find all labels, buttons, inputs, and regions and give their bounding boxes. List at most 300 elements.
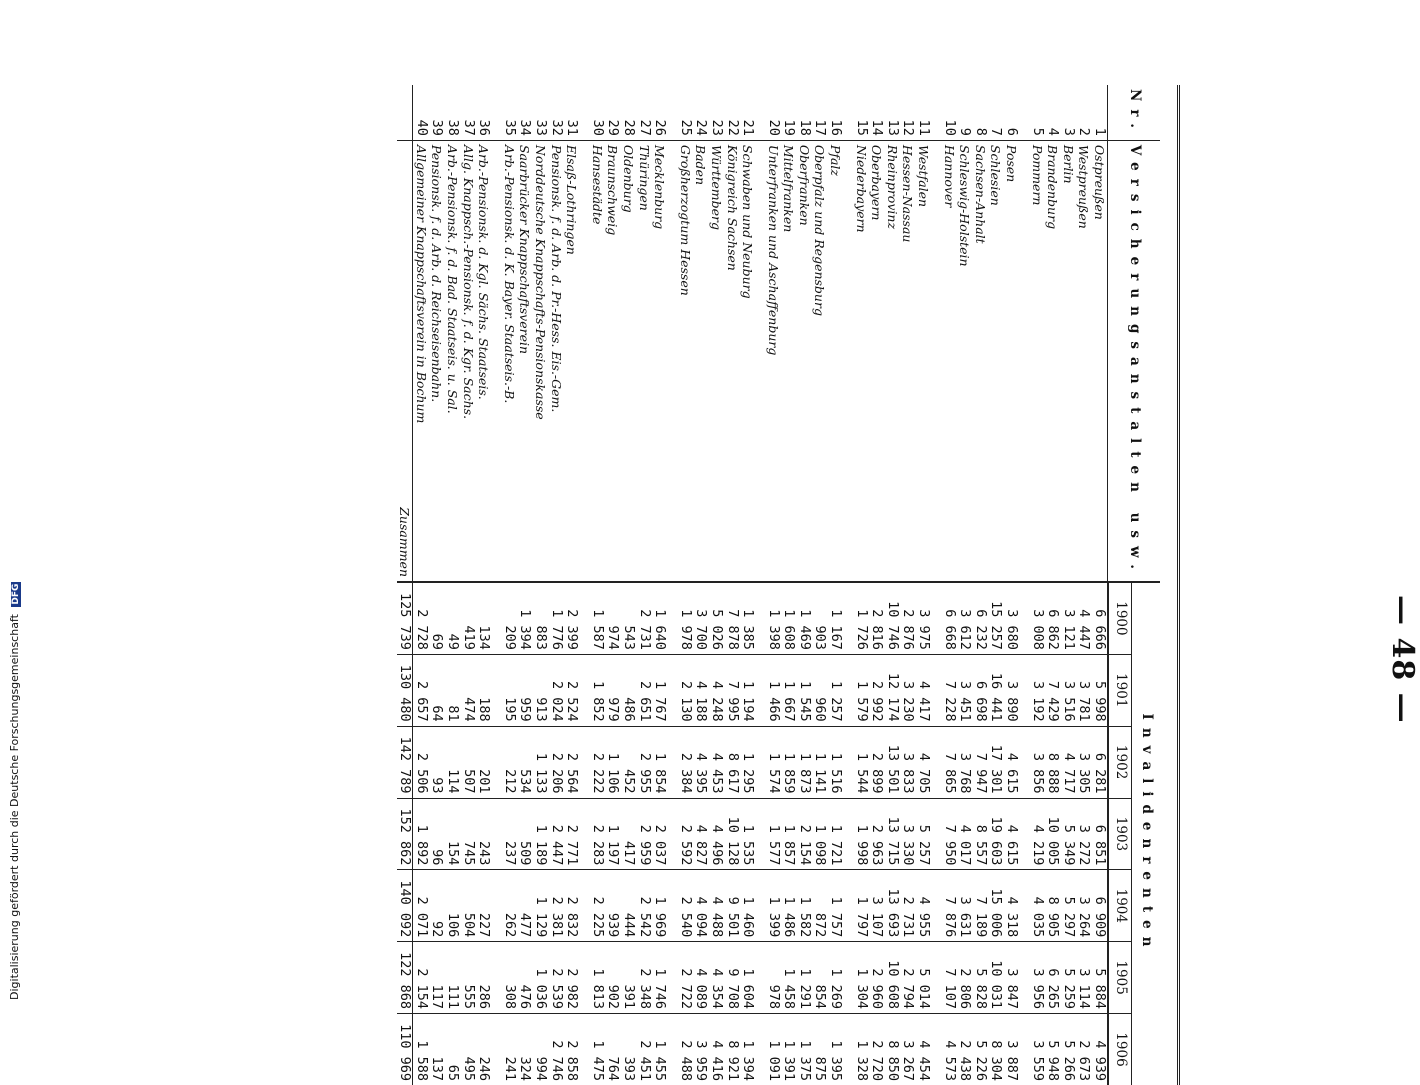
pension-count-cell: 1 455 — [652, 1014, 668, 1085]
pension-count-cell: 201 — [476, 726, 492, 798]
pension-count-cell: 504 — [460, 870, 476, 942]
pension-count-cell: 507 — [460, 726, 476, 798]
pension-count-cell: 4 615 — [1003, 798, 1019, 870]
pension-count-cell: 4 416 — [708, 1014, 724, 1085]
column-header-year: 1900 — [1108, 582, 1132, 654]
pension-count-cell: 5 014 — [915, 942, 931, 1014]
table-row — [812, 85, 828, 1085]
table-row — [429, 85, 445, 1085]
pension-count-cell: 3 330 — [900, 798, 916, 870]
pension-count-cell: 391 — [620, 942, 636, 1014]
pension-count-cell: 1 257 — [828, 654, 844, 726]
row-number: 28 — [620, 85, 636, 140]
pension-count-cell: 4 318 — [1003, 870, 1019, 942]
pension-count-cell: 1 269 — [828, 942, 844, 1014]
pension-count-cell: 2 399 — [564, 582, 580, 654]
pension-count-cell: 2 858 — [564, 1014, 580, 1085]
pension-count-cell: 106 — [444, 870, 460, 942]
pension-count-cell: 1 776 — [548, 582, 564, 654]
pension-count-cell: 2 963 — [869, 798, 885, 870]
pension-count-cell: 979 — [605, 654, 621, 726]
institution-name: Mittelfranken — [781, 140, 797, 582]
total-cell: 125 739 — [397, 582, 413, 654]
pension-count-cell: 1 106 — [605, 726, 621, 798]
pension-count-cell: 1 545 — [796, 654, 812, 726]
pension-count-cell: 2 731 — [636, 582, 652, 654]
total-label: Zusammen — [397, 140, 413, 582]
pension-count-cell: 5 948 — [1045, 1014, 1061, 1085]
pension-count-cell: 114 — [444, 726, 460, 798]
pension-count-cell: 3 631 — [957, 870, 973, 942]
column-header-year: 1904 — [1108, 870, 1132, 942]
institution-name: Großherzogtum Hessen — [677, 140, 693, 582]
row-number: 40 — [413, 85, 429, 140]
pension-count-cell: 2 720 — [869, 1014, 885, 1085]
pension-count-cell: 2 451 — [636, 1014, 652, 1085]
pension-count-cell: 5 297 — [1060, 870, 1076, 942]
pension-count-cell: 7 947 — [972, 726, 988, 798]
pension-count-cell: 1 535 — [740, 798, 756, 870]
pension-count-cell: 1 859 — [781, 726, 797, 798]
pension-count-cell: 1 721 — [828, 798, 844, 870]
pension-count-cell: 1 304 — [853, 942, 869, 1014]
pension-count-cell: 209 — [501, 582, 517, 654]
row-number: 9 — [957, 85, 973, 140]
pension-count-cell: 2 876 — [900, 582, 916, 654]
pension-count-cell: 241 — [501, 1014, 517, 1085]
pension-count-cell: 5 998 — [1091, 654, 1108, 726]
pension-count-cell: 1 854 — [652, 726, 668, 798]
pension-count-cell: 1 036 — [532, 942, 548, 1014]
institution-name: Pommern — [1029, 140, 1045, 582]
pension-count-cell: 3 272 — [1076, 798, 1092, 870]
pension-count-cell: 1 857 — [781, 798, 797, 870]
dfg-logo: DFG — [11, 583, 21, 605]
pension-count-cell: 8 617 — [724, 726, 740, 798]
pension-count-cell: 1 969 — [652, 870, 668, 942]
pension-count-cell: 903 — [812, 582, 828, 654]
pension-count-cell: 7 189 — [972, 870, 988, 942]
pension-count-cell: 1 398 — [765, 582, 781, 654]
table-row — [988, 85, 1004, 1085]
table-row — [693, 85, 709, 1085]
pension-count-cell: 3 887 — [1003, 1014, 1019, 1085]
table-row — [501, 85, 517, 1085]
pension-count-cell: 1 797 — [853, 870, 869, 942]
pension-count-cell: 2 540 — [677, 870, 693, 942]
institution-name: Allg. Knappsch.-Pensionsk. f. d. Kgr. Sachs. — [460, 140, 476, 582]
pension-count-cell: 1 167 — [828, 582, 844, 654]
pension-count-cell: 1 194 — [740, 654, 756, 726]
rotated-page — [0, 55, 1420, 1081]
pension-count-cell: 65 — [444, 1014, 460, 1085]
group-spacer — [1019, 85, 1029, 1085]
pension-count-cell: 2 771 — [564, 798, 580, 870]
pension-count-cell: 9 501 — [724, 870, 740, 942]
row-number: 20 — [765, 85, 781, 140]
institution-name: Berlin — [1060, 140, 1076, 582]
pension-count-cell: 939 — [605, 870, 621, 942]
row-number: 36 — [476, 85, 492, 140]
pension-count-cell: 227 — [476, 870, 492, 942]
row-number: 25 — [677, 85, 693, 140]
pension-count-cell: 994 — [532, 1014, 548, 1085]
row-number: 6 — [1003, 85, 1019, 140]
pension-count-cell: 6 265 — [1045, 942, 1061, 1014]
pension-count-cell: 3 559 — [1029, 1014, 1045, 1085]
pension-count-cell: 1 394 — [517, 582, 533, 654]
pension-count-cell: 5 257 — [915, 798, 931, 870]
institution-name: Westpreußen — [1076, 140, 1092, 582]
pension-count-cell: 3 856 — [1029, 726, 1045, 798]
pension-count-cell: 3 008 — [1029, 582, 1045, 654]
pension-count-cell: 4 035 — [1029, 870, 1045, 942]
table-row — [781, 85, 797, 1085]
pension-count-cell: 3 959 — [693, 1014, 709, 1085]
row-number: 32 — [548, 85, 564, 140]
pension-count-cell: 96 — [429, 798, 445, 870]
pension-count-cell: 1 385 — [740, 582, 756, 654]
pension-count-cell: 476 — [517, 942, 533, 1014]
pension-count-cell: 6 666 — [1091, 582, 1108, 654]
pension-count-cell: 974 — [605, 582, 621, 654]
column-header-year: 1902 — [1108, 726, 1132, 798]
pension-count-cell: 10 746 — [884, 582, 900, 654]
pension-count-cell: 2 746 — [548, 1014, 564, 1085]
pension-count-cell: 49 — [444, 582, 460, 654]
pension-count-cell: 188 — [476, 654, 492, 726]
pension-count-cell: 15 006 — [988, 870, 1004, 942]
institution-name: Pensionsk. f. d. Arb. d. Pr.-Hess. Eis.-Gem. — [548, 140, 564, 582]
column-header-year: 1901 — [1108, 654, 1132, 726]
pension-count-cell: 2 959 — [636, 798, 652, 870]
pension-count-cell: 8 888 — [1045, 726, 1061, 798]
pension-count-cell: 3 680 — [1003, 582, 1019, 654]
total-cell: 152 862 — [397, 798, 413, 870]
table-row — [708, 85, 724, 1085]
pension-count-cell: 13 501 — [884, 726, 900, 798]
institution-name: Arb.-Pensionsk. d. K. Bayer. Staatseis.-B. — [501, 140, 517, 582]
row-number: 29 — [605, 85, 621, 140]
pension-count-cell: 477 — [517, 870, 533, 942]
pension-count-cell: 2 564 — [564, 726, 580, 798]
pension-count-cell: 1 726 — [853, 582, 869, 654]
pension-count-cell: 393 — [620, 1014, 636, 1085]
pension-count-cell: 15 257 — [988, 582, 1004, 654]
pension-count-cell: 3 890 — [1003, 654, 1019, 726]
pension-count-cell: 154 — [444, 798, 460, 870]
table-row — [1029, 85, 1045, 1085]
digitization-note — [8, 582, 21, 1000]
digitization-note-text: Digitalisierung gefördert durch die Deutsche Forschungsgemeinschaft — [8, 614, 21, 1000]
pension-count-cell: 474 — [460, 654, 476, 726]
pension-count-cell: 1 667 — [781, 654, 797, 726]
pension-count-cell: 1 892 — [413, 798, 429, 870]
pension-count-cell: 2 806 — [957, 942, 973, 1014]
table-body — [397, 85, 1108, 1085]
pension-count-cell: 2 899 — [869, 726, 885, 798]
row-number: 21 — [740, 85, 756, 140]
pension-count-cell: 2 524 — [564, 654, 580, 726]
pension-count-cell: 444 — [620, 870, 636, 942]
institution-name: Brandenburg — [1045, 140, 1061, 582]
pension-count-cell: 1 486 — [781, 870, 797, 942]
total-cell: 140 092 — [397, 870, 413, 942]
institution-name: Rheinprovinz — [884, 140, 900, 582]
table-row — [1003, 85, 1019, 1085]
pension-count-cell: 2 832 — [564, 870, 580, 942]
table-row — [765, 85, 781, 1085]
pension-count-cell: 1 746 — [652, 942, 668, 1014]
pension-count-cell: 854 — [812, 942, 828, 1014]
row-number: 15 — [853, 85, 869, 140]
pension-count-cell: 4 939 — [1091, 1014, 1108, 1085]
pension-count-cell: 764 — [605, 1014, 621, 1085]
pension-count-cell: 1 391 — [781, 1014, 797, 1085]
pension-count-cell: 8 557 — [972, 798, 988, 870]
pension-count-cell: 875 — [812, 1014, 828, 1085]
pension-count-cell: 959 — [517, 654, 533, 726]
row-number: 38 — [444, 85, 460, 140]
pension-count-cell: 1 394 — [740, 1014, 756, 1085]
pension-count-cell: 8 850 — [884, 1014, 900, 1085]
pension-count-cell: 2 384 — [677, 726, 693, 798]
row-number: 19 — [781, 85, 797, 140]
pension-count-cell: 4 705 — [915, 726, 931, 798]
row-number: 16 — [828, 85, 844, 140]
institution-name: Hessen-Nassau — [900, 140, 916, 582]
total-cell: 122 868 — [397, 942, 413, 1014]
row-number: 10 — [941, 85, 957, 140]
pension-count-cell: 111 — [444, 942, 460, 1014]
column-header-year: 1906 — [1108, 1014, 1132, 1085]
pension-count-cell: 13 715 — [884, 798, 900, 870]
pension-count-cell: 1 873 — [796, 726, 812, 798]
pension-count-cell: 4 395 — [693, 726, 709, 798]
pension-count-cell: 4 417 — [915, 654, 931, 726]
pension-count-cell: 7 878 — [724, 582, 740, 654]
column-header-institution: Versicherungsanstalten usw. — [1108, 140, 1160, 582]
pension-count-cell: 1 640 — [652, 582, 668, 654]
pension-count-cell: 2 225 — [589, 870, 605, 942]
pension-count-cell: 246 — [476, 1014, 492, 1085]
pension-count-cell: 4 354 — [708, 942, 724, 1014]
row-number: 18 — [796, 85, 812, 140]
institution-name: Schleswig-Holstein — [957, 140, 973, 582]
pension-count-cell: 3 114 — [1076, 942, 1092, 1014]
pension-count-cell: 6 668 — [941, 582, 957, 654]
institution-name: Westfalen — [915, 140, 931, 582]
row-number: 4 — [1045, 85, 1061, 140]
pension-count-cell: 7 876 — [941, 870, 957, 942]
pension-count-cell: 1 469 — [796, 582, 812, 654]
pension-count-cell: 1 588 — [413, 1014, 429, 1085]
page-number: — 48 — — [1385, 595, 1420, 724]
pension-count-cell: 4 089 — [693, 942, 709, 1014]
pension-count-cell: 5 349 — [1060, 798, 1076, 870]
pension-count-cell: 2 154 — [796, 798, 812, 870]
row-number: 5 — [1029, 85, 1045, 140]
pension-count-cell: 9 708 — [724, 942, 740, 1014]
institution-name: Ostpreußen — [1091, 140, 1108, 582]
total-cell: 110 969 — [397, 1014, 413, 1085]
pension-count-cell: 452 — [620, 726, 636, 798]
pension-count-cell: 2 992 — [869, 654, 885, 726]
group-spacer — [755, 85, 765, 1085]
institution-name: Niederbayern — [853, 140, 869, 582]
institution-name: Schwaben und Neuburg — [740, 140, 756, 582]
pension-count-cell: 2 071 — [413, 870, 429, 942]
group-spacer — [843, 85, 853, 1085]
row-number: 33 — [532, 85, 548, 140]
table-row — [605, 85, 621, 1085]
pension-count-cell: 4 188 — [693, 654, 709, 726]
pension-count-cell: 93 — [429, 726, 445, 798]
pension-count-cell: 3 192 — [1029, 654, 1045, 726]
pension-count-cell: 3 107 — [869, 870, 885, 942]
row-number: 34 — [517, 85, 533, 140]
row-number: 17 — [812, 85, 828, 140]
pension-count-cell: 10 608 — [884, 942, 900, 1014]
pension-count-cell: 509 — [517, 798, 533, 870]
pension-count-cell: 4 573 — [941, 1014, 957, 1085]
pension-count-cell: 486 — [620, 654, 636, 726]
column-header-nr: Nr. — [1108, 85, 1160, 140]
table-row — [724, 85, 740, 1085]
table-row — [828, 85, 844, 1085]
pension-count-cell: 1 375 — [796, 1014, 812, 1085]
pension-count-cell: 2 447 — [548, 798, 564, 870]
pension-count-cell: 8 921 — [724, 1014, 740, 1085]
pension-count-cell: 3 700 — [693, 582, 709, 654]
table-row — [853, 85, 869, 1085]
institution-name: Hansestädte — [589, 140, 605, 582]
pension-count-cell: 69 — [429, 582, 445, 654]
pension-count-cell: 262 — [501, 870, 517, 942]
pension-count-cell: 6 862 — [1045, 582, 1061, 654]
institution-name: Unterfranken und Aschaffenburg — [765, 140, 781, 582]
table-row — [972, 85, 988, 1085]
pension-count-cell: 4 248 — [708, 654, 724, 726]
row-number: 8 — [972, 85, 988, 140]
pension-count-cell: 2 982 — [564, 942, 580, 1014]
column-header-year: 1903 — [1108, 798, 1132, 870]
pension-count-cell: 5 828 — [972, 942, 988, 1014]
pension-count-cell: 978 — [765, 942, 781, 1014]
pension-count-cell: 3 956 — [1029, 942, 1045, 1014]
pension-count-cell: 3 612 — [957, 582, 973, 654]
institution-name: Allgemeiner Knappschaftsverein in Bochum — [413, 140, 429, 582]
pension-count-cell: 2 960 — [869, 942, 885, 1014]
pension-count-cell: 4 219 — [1029, 798, 1045, 870]
pension-count-cell: 286 — [476, 942, 492, 1014]
pension-count-cell: 1 197 — [605, 798, 621, 870]
table-row — [915, 85, 931, 1085]
pension-count-cell: 2 955 — [636, 726, 652, 798]
group-spacer — [491, 85, 501, 1085]
pension-count-cell: 1 608 — [781, 582, 797, 654]
table-row — [444, 85, 460, 1085]
group-spacer — [931, 85, 941, 1085]
row-number: 14 — [869, 85, 885, 140]
pension-count-cell: 3 121 — [1060, 582, 1076, 654]
institution-name: Oberbayern — [869, 140, 885, 582]
institution-name: Norddeutsche Knappschafts-Pensionskasse — [532, 140, 548, 582]
pension-count-cell: 4 717 — [1060, 726, 1076, 798]
pension-count-cell: 872 — [812, 870, 828, 942]
invalid-pensions-table — [397, 85, 1160, 1085]
pension-count-cell: 3 975 — [915, 582, 931, 654]
pension-count-cell: 1 395 — [828, 1014, 844, 1085]
pension-count-cell: 195 — [501, 654, 517, 726]
pension-count-cell: 495 — [460, 1014, 476, 1085]
pension-count-cell: 4 615 — [1003, 726, 1019, 798]
pension-count-cell: 1 098 — [812, 798, 828, 870]
pension-count-cell: 1 757 — [828, 870, 844, 942]
pension-count-cell: 3 833 — [900, 726, 916, 798]
pension-count-cell: 5 226 — [972, 1014, 988, 1085]
table-head — [1108, 85, 1160, 1085]
pension-count-cell: 117 — [429, 942, 445, 1014]
pension-count-cell: 1 328 — [853, 1014, 869, 1085]
row-number: 24 — [693, 85, 709, 140]
pension-count-cell: 1 587 — [589, 582, 605, 654]
institution-name: Posen — [1003, 140, 1019, 582]
row-number: 11 — [915, 85, 931, 140]
column-group-title: Invalidenrenten — [1132, 582, 1161, 1085]
pension-count-cell: 2 024 — [548, 654, 564, 726]
pension-count-cell: 19 603 — [988, 798, 1004, 870]
pension-count-cell: 4 496 — [708, 798, 724, 870]
pension-count-cell: 6 909 — [1091, 870, 1108, 942]
institution-name: Hannover — [941, 140, 957, 582]
institution-name: Oberpfalz und Regensburg — [812, 140, 828, 582]
pension-count-cell: 1 813 — [589, 942, 605, 1014]
institution-name: Schlesien — [988, 140, 1004, 582]
column-header-year: 1905 — [1108, 942, 1132, 1014]
pension-count-cell: 1 133 — [532, 726, 548, 798]
table-row — [957, 85, 973, 1085]
pension-count-cell: 2 657 — [413, 654, 429, 726]
pension-count-cell: 2 539 — [548, 942, 564, 1014]
pension-count-cell: 4 453 — [708, 726, 724, 798]
table-row — [413, 85, 429, 1085]
pension-count-cell: 8 905 — [1045, 870, 1061, 942]
pension-count-cell: 1 291 — [796, 942, 812, 1014]
institution-name: Braunschweig — [605, 140, 621, 582]
row-number: 12 — [900, 85, 916, 140]
pension-count-cell: 16 441 — [988, 654, 1004, 726]
pension-count-cell: 745 — [460, 798, 476, 870]
row-number: 26 — [652, 85, 668, 140]
pension-count-cell: 13 693 — [884, 870, 900, 942]
pension-count-cell: 4 447 — [1076, 582, 1092, 654]
pension-count-cell: 5 884 — [1091, 942, 1108, 1014]
row-number: 22 — [724, 85, 740, 140]
institution-name: Saarbrücker Knappschaftsverein — [517, 140, 533, 582]
pension-count-cell: 3 230 — [900, 654, 916, 726]
pension-count-cell: 10 128 — [724, 798, 740, 870]
pension-count-cell: 1 577 — [765, 798, 781, 870]
pension-count-cell: 4 955 — [915, 870, 931, 942]
row-number: 7 — [988, 85, 1004, 140]
pension-count-cell: 3 264 — [1076, 870, 1092, 942]
table-row — [620, 85, 636, 1085]
row-number: 35 — [501, 85, 517, 140]
row-number: 31 — [564, 85, 580, 140]
table-row — [796, 85, 812, 1085]
pension-count-cell: 913 — [532, 654, 548, 726]
